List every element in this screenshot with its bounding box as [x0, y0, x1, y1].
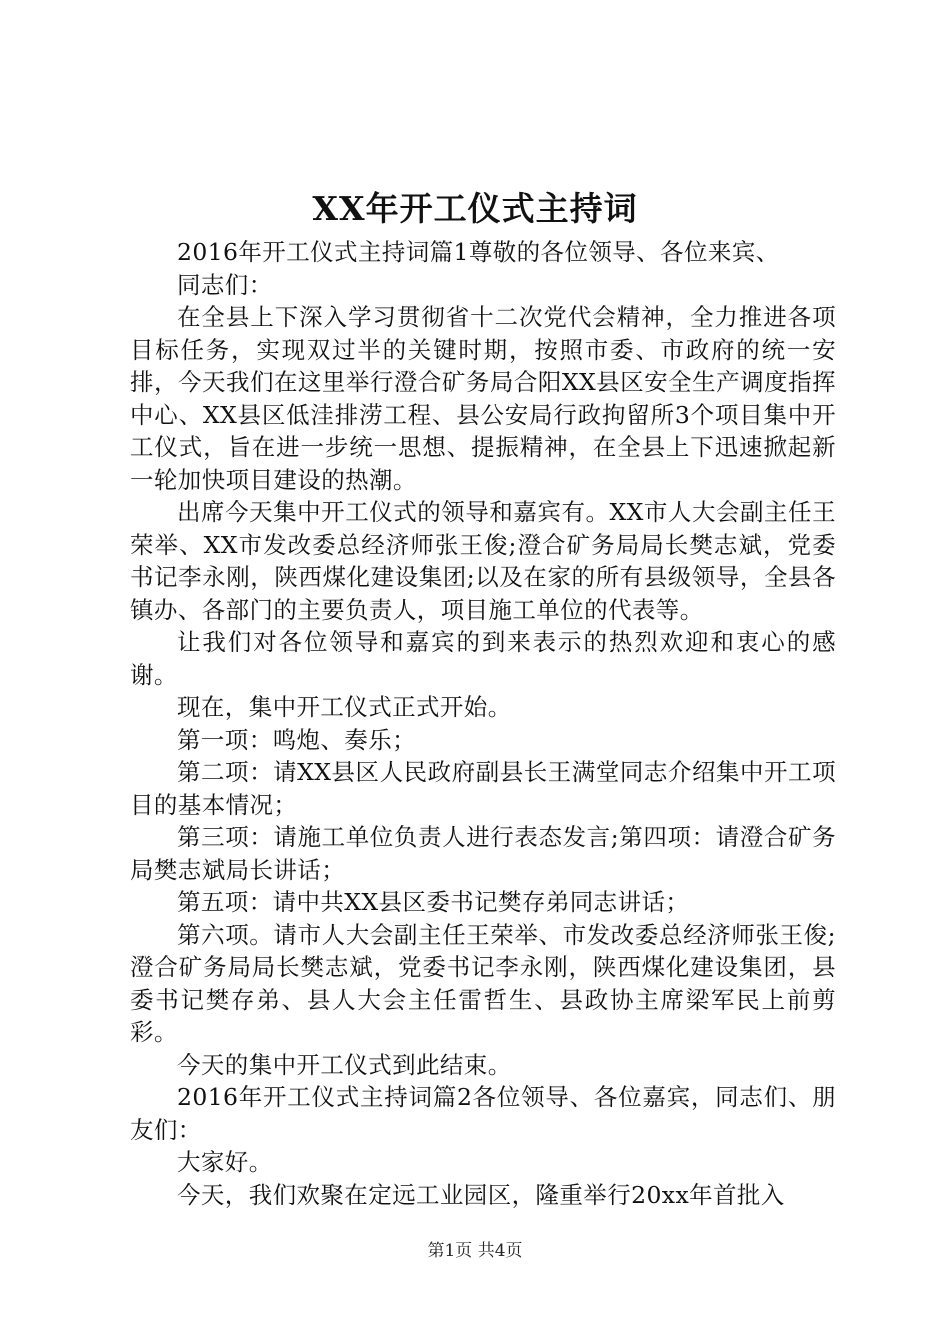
paragraph: 2016年开工仪式主持词篇2各位领导、各位嘉宾，同志们、朋友们： — [130, 1083, 836, 1144]
paragraph: 第三项：请施工单位负责人进行表态发言;第四项：请澄合矿务局樊志斌局长讲话； — [130, 823, 836, 884]
document-body — [130, 236, 836, 1211]
paragraph: 大家好。 — [177, 1148, 273, 1176]
paragraph: 第二项：请XX县区人民政府副县长王满堂同志介绍集中开工项目的基本情况； — [130, 758, 836, 819]
paragraph: 今天的集中开工仪式到此结束。 — [177, 1050, 512, 1079]
paragraph: 在全县上下深入学习贯彻省十二次党代会精神，全力推进各项目标任务，实现双过半的关键时期，按照市委、市政府的统一安排，今天我们在这里举行澄合矿务局合阳XX县区安全生产调度指挥中心、XX县区低洼排涝工程、县公安局行政拘留所3个项目集中开工仪式，旨在进一步统一思想、提振精神，在全县上下迅速掀起新一轮加快项目建设的热潮。 — [130, 303, 836, 494]
paragraph: 2016年开工仪式主持词篇1尊敬的各位领导、各位来宾、 — [177, 238, 780, 266]
paragraph: 第五项：请中共XX县区委书记樊存弟同志讲话； — [177, 888, 690, 916]
paragraph: 今天，我们欢聚在定远工业园区，隆重举行20xx年首批入 — [177, 1180, 785, 1209]
paragraph: 第一项：鸣炮、奏乐； — [177, 725, 416, 754]
document-title: XX年开工仪式主持词 — [312, 189, 638, 228]
paragraph: 出席今天集中开工仪式的领导和嘉宾有。XX市人大会副主任王荣举、XX市发改委总经济师张王俊;澄合矿务局局长樊志斌，党委书记李永刚，陕西煤化建设集团;以及在家的所有县级领导，全县各镇办、各部门的主要负责人，项目施工单位的代表等。 — [130, 498, 836, 624]
page-number: 第1页 共4页 — [427, 1241, 523, 1261]
paragraph: 让我们对各位领导和嘉宾的到来表示的热烈欢迎和衷心的感谢。 — [130, 628, 836, 689]
paragraph: 第六项。请市人大会副主任王荣举、市发改委总经济师张王俊;澄合矿务局局长樊志斌，党委书记李永刚，陕西煤化建设集团，县委书记樊存弟、县人大会主任雷哲生、县政协主席梁军民上前剪彩。 — [130, 920, 836, 1046]
paragraph: 现在，集中开工仪式正式开始。 — [177, 693, 512, 721]
paragraph: 同志们： — [177, 270, 273, 299]
